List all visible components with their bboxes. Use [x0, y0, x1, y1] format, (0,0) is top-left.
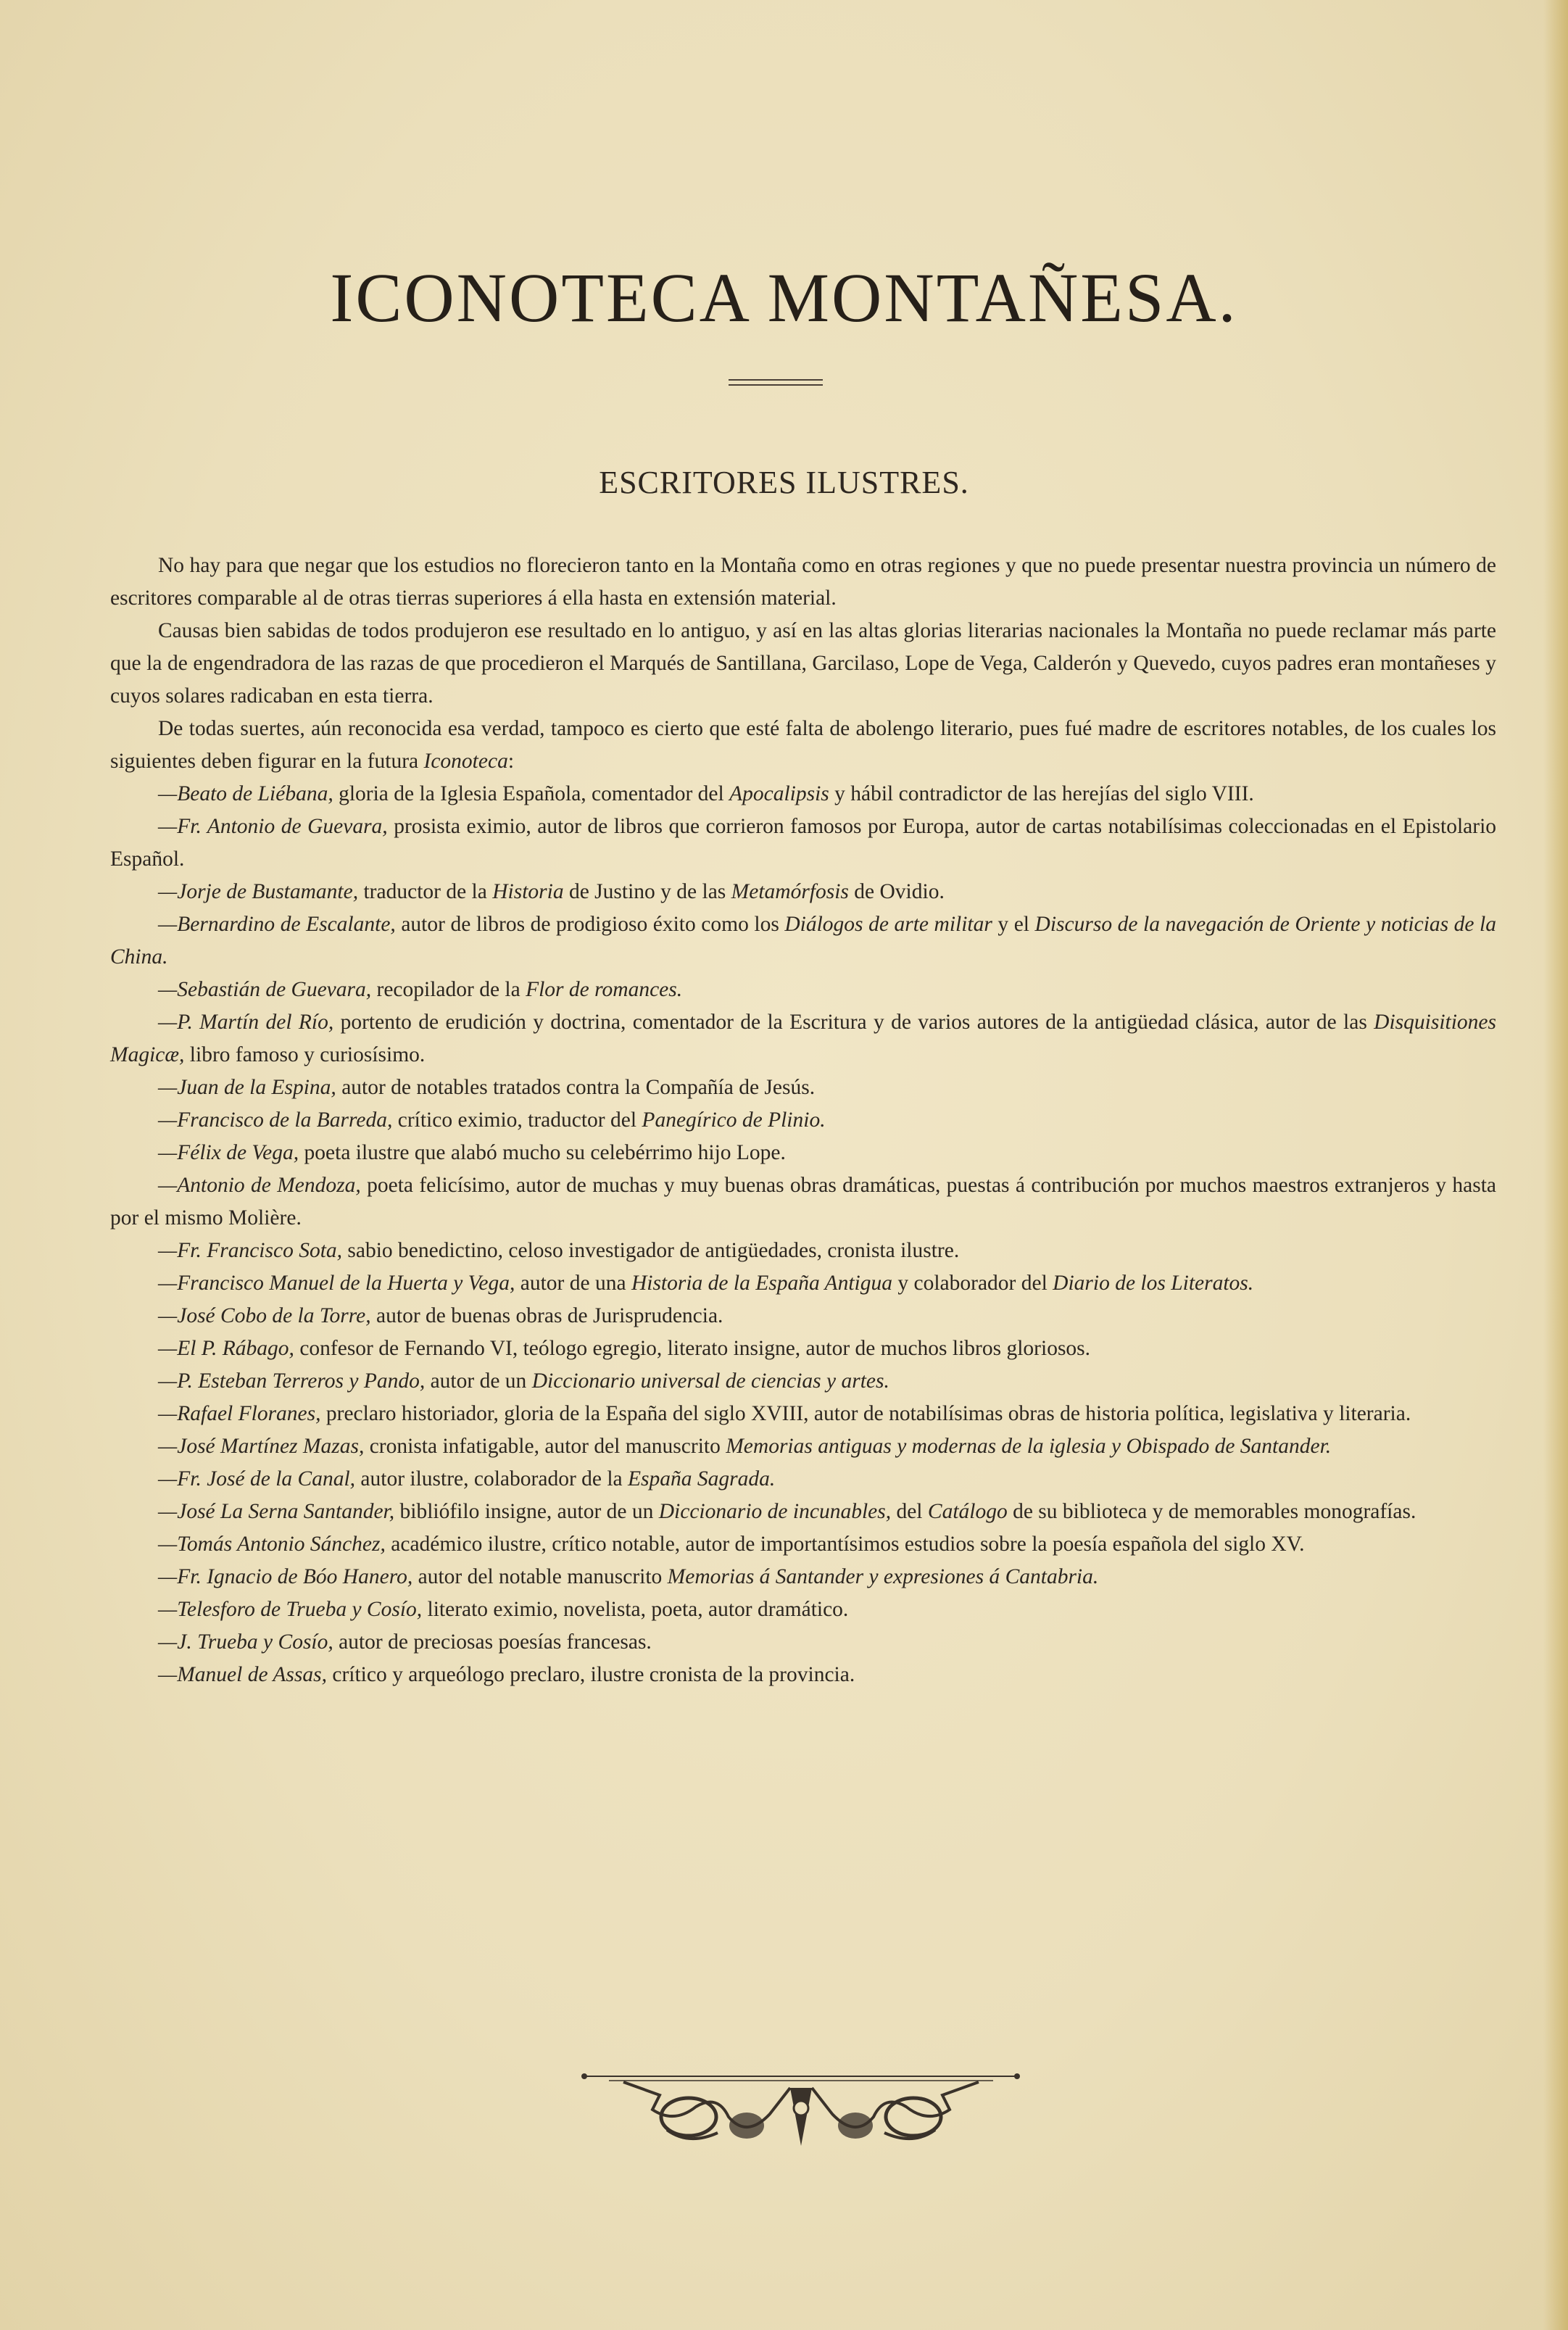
writer-name: —Fr. Ignacio de Bóo Hanero,	[158, 1565, 413, 1588]
writer-description: autor de libros de prodigioso éxito como los	[395, 913, 785, 936]
writer-description: de su biblioteca y de memorables monografías.	[1007, 1500, 1416, 1523]
writer-entry	[110, 1398, 1496, 1430]
work-title: Memorias á Santander y expresiones á Cantabria.	[667, 1565, 1099, 1588]
work-title: Diario de los Literatos.	[1053, 1272, 1254, 1295]
writer-name: —Beato de Liébana,	[158, 782, 333, 805]
title-rule-top	[729, 379, 823, 381]
writer-entry	[110, 1365, 1496, 1398]
page-title: ICONOTECA MONTAÑESA.	[330, 259, 1238, 336]
writer-description: crítico eximio, traductor del	[392, 1108, 642, 1132]
body-text	[110, 550, 1496, 1691]
writer-entry	[110, 1169, 1496, 1235]
writer-description: autor ilustre, colaborador de la	[355, 1467, 629, 1491]
writer-description: sabio benedictino, celoso investigador de antigüedades, cronista ilustre.	[342, 1239, 960, 1262]
writer-name: —Fr. José de la Canal,	[158, 1467, 356, 1491]
writer-description: cronista infatigable, autor del manuscrito	[364, 1435, 726, 1458]
writer-description: y el	[992, 913, 1035, 936]
writer-description: autor del notable manuscrito	[412, 1565, 668, 1588]
writer-name: —Antonio de Mendoza,	[158, 1174, 361, 1197]
intro-paragraph: Causas bien sabidas de todos produjeron ese resultado en lo antiguo, y así en las altas glorias literarias nacionales la Montaña no puede reclamar más parte que la de engendradora de las razas de que procedieron el Marqués de Santillana, Garcilaso, Lope de Vega, Calderón y Quevedo, cuyos padres eran montañeses y cuyos solares radicaban en esta tierra.	[110, 619, 1496, 708]
writer-entry	[110, 974, 1496, 1006]
writer-name: —Félix de Vega,	[158, 1141, 299, 1164]
writer-name: —Francisco de la Barreda,	[158, 1108, 393, 1132]
writer-name: —José Martínez Mazas,	[158, 1435, 365, 1458]
writer-description: académico ilustre, crítico notable, autor de importantísimos estudios sobre la poesía española del siglo XV.	[385, 1533, 1305, 1556]
writer-entry	[110, 1300, 1496, 1332]
writer-description: bibliófilo insigne, autor de un	[394, 1500, 659, 1523]
writer-name: —Fr. Francisco Sota,	[158, 1239, 343, 1262]
writer-name: —J. Trueba y Cosío,	[158, 1630, 333, 1654]
writer-description: autor de preciosas poesías francesas.	[333, 1630, 652, 1654]
writers-list	[110, 778, 1496, 1691]
writer-entry	[110, 1659, 1496, 1691]
writer-description: traductor de la	[358, 880, 493, 903]
work-title: Flor de romances.	[526, 978, 683, 1001]
writer-name: —Rafael Floranes,	[158, 1402, 321, 1425]
writer-entry	[110, 876, 1496, 908]
writer-name: —P. Esteban Terreros y Pando,	[158, 1369, 426, 1393]
writer-entry	[110, 1235, 1496, 1267]
writer-name: —Manuel de Assas,	[158, 1663, 327, 1686]
writer-entry	[110, 1267, 1496, 1300]
writer-description: autor de notables tratados contra la Compañía de Jesús.	[336, 1076, 816, 1099]
title-rule-bottom	[729, 384, 823, 386]
writer-description: libro famoso y curiosísimo.	[184, 1043, 426, 1066]
work-title: Historia de la España Antigua	[631, 1272, 892, 1295]
writer-entry	[110, 1593, 1496, 1626]
writer-description: poeta ilustre que alabó mucho su celebérrimo hijo Lope.	[299, 1141, 786, 1164]
work-title: Diccionario universal de ciencias y artes.	[531, 1369, 889, 1393]
decorative-ornament	[580, 2066, 1022, 2153]
work-title: Panegírico de Plinio.	[642, 1108, 826, 1132]
work-title: Diálogos de arte militar	[784, 913, 992, 936]
work-title: Metamórfosis	[731, 880, 849, 903]
writer-name: —Juan de la Espina,	[158, 1076, 336, 1099]
writer-description: preclaro historiador, gloria de la España del siglo XVIII, autor de notabilísimas obras de historia política, legislativa y literaria.	[320, 1402, 1411, 1425]
writer-entry	[110, 1071, 1496, 1104]
intro-text: De todas suertes, aún reconocida esa verdad, tampoco es cierto que esté falta de abolengo literario, pues fué madre de escritores notables, de los cuales los siguientes deben figurar en la futura	[110, 717, 1496, 773]
writer-description: confesor de Fernando VI, teólogo egregio, literato insigne, autor de muchos libros gloriosos.	[294, 1337, 1091, 1360]
writer-description: y hábil contradictor de las herejías del siglo VIII.	[829, 782, 1254, 805]
writer-name: —Telesforo de Trueba y Cosío,	[158, 1598, 423, 1621]
writer-name: —Bernardino de Escalante,	[158, 913, 396, 936]
writer-name: —Tomás Antonio Sánchez,	[158, 1533, 386, 1556]
writer-entry	[110, 1528, 1496, 1561]
work-title: Diccionario de incunables,	[658, 1500, 892, 1523]
writer-description: y colaborador del	[892, 1272, 1053, 1295]
work-title: España Sagrada.	[628, 1467, 776, 1491]
writer-name: —El P. Rábago,	[158, 1337, 294, 1360]
writer-description: recopilador de la	[371, 978, 526, 1001]
work-title: Memorias antiguas y modernas de la iglesia y Obispado de Santander.	[726, 1435, 1332, 1458]
work-title: Historia	[492, 880, 564, 903]
writer-description: autor de una	[515, 1272, 631, 1295]
writer-name: —P. Martín del Río,	[158, 1011, 334, 1034]
writer-entry	[110, 1006, 1496, 1071]
writer-description: autor de un	[425, 1369, 532, 1393]
writer-entry	[110, 908, 1496, 974]
writer-description: poeta felicísimo, autor de muchas y muy buenas obras dramáticas, puestas á contribución por muchos maestros extranjeros y hasta por el mismo Molière.	[110, 1174, 1496, 1230]
writer-entry	[110, 1463, 1496, 1496]
writer-entry	[110, 1430, 1496, 1463]
writer-name: —Fr. Antonio de Guevara,	[158, 815, 388, 838]
writer-entry	[110, 1626, 1496, 1659]
writer-entry	[110, 1561, 1496, 1593]
intro-end-punctuation: :	[507, 750, 515, 773]
writer-name: —Jorje de Bustamante,	[158, 880, 359, 903]
writer-name: —Francisco Manuel de la Huerta y Vega,	[158, 1272, 515, 1295]
section-subtitle: ESCRITORES ILUSTRES.	[599, 465, 969, 500]
writer-description: de Justino y de las	[563, 880, 731, 903]
writer-description: autor de buenas obras de Jurisprudencia.	[370, 1304, 723, 1327]
intro-italic-title: Iconoteca	[423, 750, 508, 773]
writer-entry	[110, 1332, 1496, 1365]
writer-name: —José La Serna Santander,	[158, 1500, 395, 1523]
intro-paragraph	[110, 713, 1496, 778]
work-title: Disquisitiones Magicæ,	[110, 1011, 1496, 1066]
page-edge-shadow	[1543, 0, 1568, 2330]
writer-entry	[110, 1496, 1496, 1528]
writer-entry	[110, 1104, 1496, 1137]
writer-description: crítico y arqueólogo preclaro, ilustre cronista de la provincia.	[327, 1663, 855, 1686]
work-title: Apocalipsis	[729, 782, 829, 805]
writer-entry	[110, 810, 1496, 876]
writer-entry	[110, 1137, 1496, 1169]
writer-description: de Ovidio.	[848, 880, 945, 903]
work-title: Catálogo	[927, 1500, 1008, 1523]
writer-description: literato eximio, novelista, poeta, autor dramático.	[422, 1598, 849, 1621]
writer-name: —José Cobo de la Torre,	[158, 1304, 371, 1327]
writer-name: —Sebastián de Guevara,	[158, 978, 372, 1001]
intro-paragraph: No hay para que negar que los estudios no florecieron tanto en la Montaña como en otras regiones y que no puede presentar nuestra provincia un número de escritores comparable al de otras tierras superiores á ella hasta en extensión material.	[110, 554, 1496, 610]
work-title: Discurso de la navegación de Oriente y noticias de la China.	[110, 913, 1497, 969]
writer-description: del	[891, 1500, 928, 1523]
writer-description: prosista eximio, autor de libros que corrieron famosos por Europa, autor de cartas notabilísimas coleccionadas en el Epistolario Español.	[110, 815, 1497, 871]
writer-description: portento de erudición y doctrina, comentador de la Escritura y de varios autores de la antigüedad clásica, autor de las	[333, 1011, 1374, 1034]
writer-description: gloria de la Iglesia Española, comentador del	[333, 782, 730, 805]
writer-entry	[110, 778, 1496, 810]
